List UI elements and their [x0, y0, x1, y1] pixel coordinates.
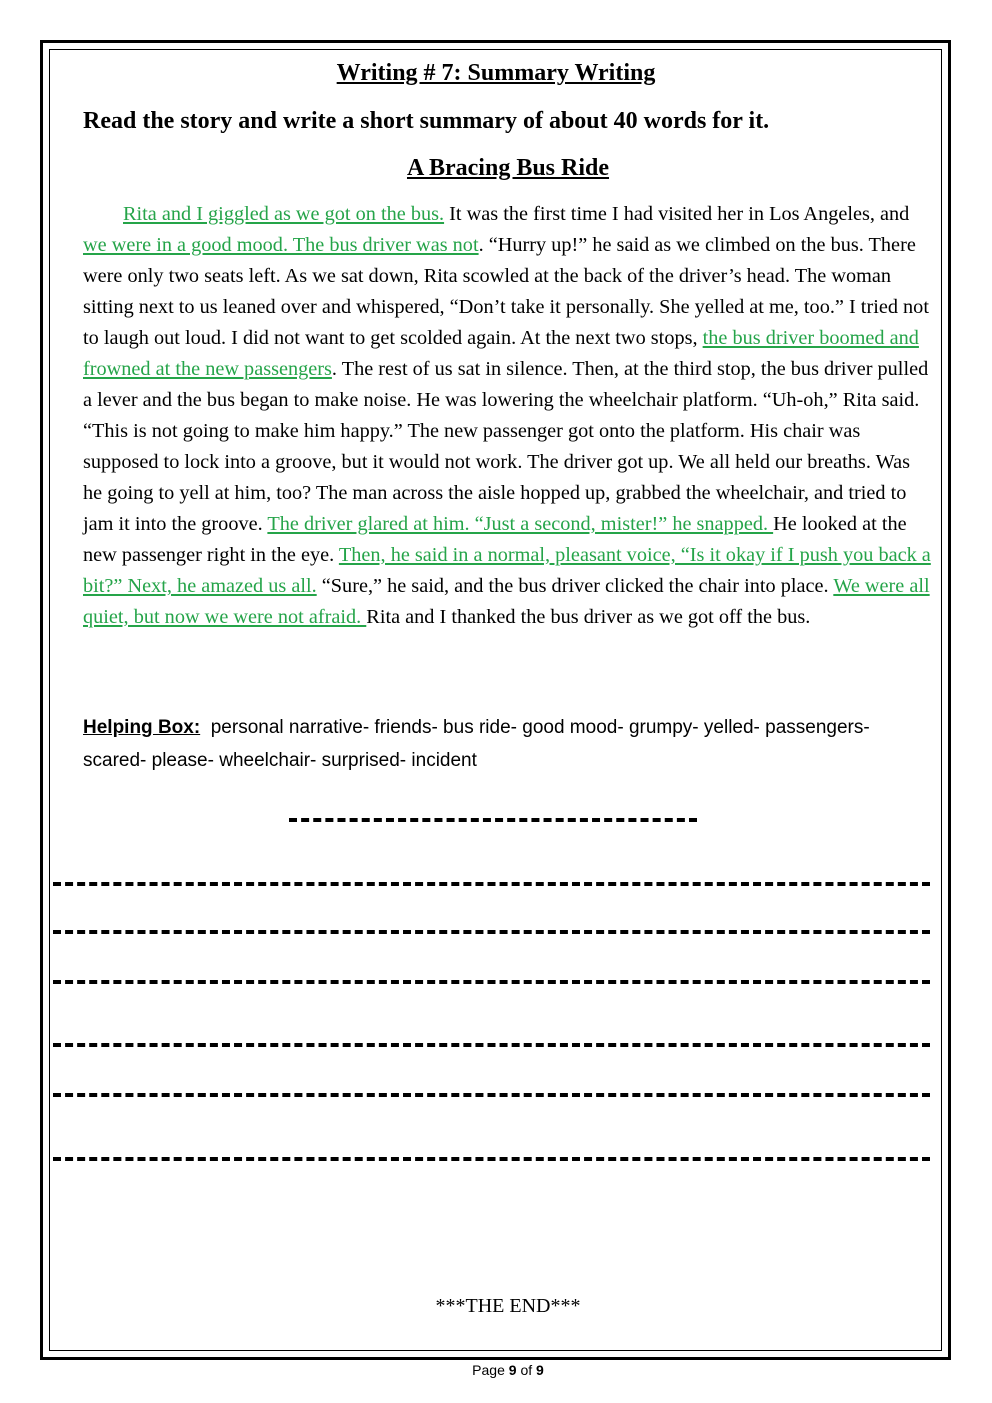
story-segment: . “Hurry up!” he said as we climbed on the bus. There were only two seats left. As we sat down, Rita scowled at the back of the driver’s head. The woman sitting next to us leaned over and whispered, “Don’t take it personally. She yelled at me, too.” I tried not to laugh out loud. I did not want to get scolded again. At the next two stops, [83, 234, 929, 349]
helping-box [83, 711, 883, 777]
footer-of-label: of [520, 1362, 533, 1378]
story-segment: Rita and I thanked the bus driver as we got off the bus. [366, 606, 811, 628]
story-segment: Then, he said in a normal, pleasant voice, “Is it okay if I push you back a bit?” Next, he amazed us all. [83, 544, 931, 597]
writing-line-1[interactable] [53, 882, 930, 886]
story-segment: Rita and I giggled as we got on the bus. [123, 203, 445, 225]
summary-title-line[interactable] [289, 818, 697, 822]
story-segment: we were in a good mood. The bus driver was not [83, 234, 479, 256]
story-segment: We were all quiet, but now we were not afraid. [83, 575, 930, 628]
footer-page-number: 9 [508, 1362, 517, 1378]
writing-line-6[interactable] [53, 1157, 930, 1161]
worksheet-heading: Writing # 7: Summary Writing [336, 60, 656, 86]
writing-line-2[interactable] [53, 930, 930, 934]
story-paragraph [83, 199, 933, 633]
story-segment: . The rest of us sat in silence. Then, at the third stop, the bus driver pulled a lever and the bus began to make noise. He was lowering the wheelchair platform. “Uh-oh,” Rita said. “This is not going to make him happy.” The new passenger got onto the platform. His chair was supposed to lock into a groove, but it would not work. The driver got up. We all held our breaths. Was he going to yell at him, too? The man across the aisle hopped up, grabbed the wheelchair, and tried to jam it into the groove. [83, 358, 929, 535]
writing-line-4[interactable] [53, 1043, 930, 1047]
story-segment: “Sure,” he said, and the bus driver clicked the chair into place. [316, 575, 834, 597]
story-title: A Bracing Bus Ride [406, 155, 610, 181]
footer-page-label: Page [472, 1362, 505, 1378]
writing-line-3[interactable] [53, 980, 930, 984]
story-segment: It was the first time I had visited her in Los Angeles, and [444, 203, 910, 225]
page-footer [0, 1362, 992, 1378]
helping-box-label: Helping Box: [83, 717, 201, 738]
writing-line-5[interactable] [53, 1093, 930, 1097]
story-segment: The driver glared at him. “Just a second, mister!” he snapped. [267, 513, 774, 535]
footer-page-total: 9 [536, 1362, 544, 1378]
instruction-text: Read the story and write a short summary of about 40 words for it. [83, 108, 770, 134]
the-end-text: ***THE END*** [435, 1295, 581, 1317]
helping-box-words: personal narrative- friends- bus ride- good mood- grumpy- yelled- passengers- scared- please- wheelchair- surprised- incident [83, 717, 870, 771]
story-segment: He looked at the new passenger right in the eye. [83, 513, 907, 566]
story-segment: the bus driver boomed and frowned at the new passengers [83, 327, 919, 380]
